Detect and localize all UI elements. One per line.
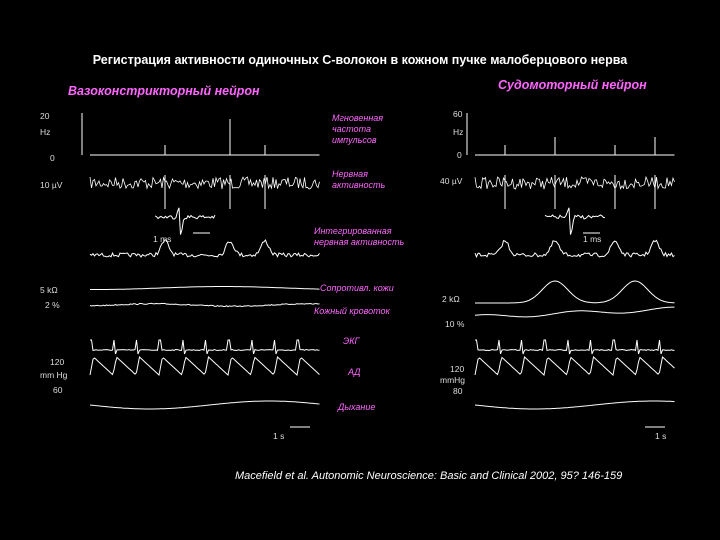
right-flow: 10 % <box>445 319 465 329</box>
right-freq-top: 60 <box>453 109 463 119</box>
left-bp-unit: mm Hg <box>40 370 68 380</box>
sudomotor-heading: Судомоторный нейрон <box>498 78 647 92</box>
left-freq-unit: Hz <box>40 127 51 137</box>
right-respiration-trace <box>475 401 675 409</box>
left-bp-trace <box>90 357 320 375</box>
left-bp-bottom: 60 <box>53 385 63 395</box>
right-time-scale: 1 s <box>655 431 667 441</box>
left-spike-inset <box>155 208 215 235</box>
right-nerve-scale: 40 µV <box>440 176 463 186</box>
left-ecg-trace <box>90 340 320 354</box>
right-bp-trace <box>475 357 675 375</box>
left-nerve-trace <box>90 177 320 189</box>
right-resistance: 2 kΩ <box>442 294 460 304</box>
nerve-activity-label: Нервная активность <box>332 169 386 190</box>
left-resistance: 5 kΩ <box>40 285 58 295</box>
right-integrated-trace <box>475 240 675 257</box>
left-resistance-trace <box>90 287 320 290</box>
left-nerve-scale: 10 µV <box>40 180 63 190</box>
left-time-scale: 1 s <box>273 431 285 441</box>
citation: Macefield et al. Autonomic Neuroscience: Basic and Clinical 2002, 95? 146-159 <box>235 470 623 482</box>
right-freq-unit: Hz <box>453 127 464 137</box>
right-spike-inset <box>545 208 605 235</box>
right-bp-bottom: 80 <box>453 386 463 396</box>
right-bp-unit: mmHg <box>440 375 466 385</box>
right-resistance-trace <box>475 281 675 303</box>
neural-recording-figure <box>35 105 690 445</box>
right-bp-top: 120 <box>450 364 465 374</box>
respiration-label: Дыхание <box>338 402 376 412</box>
ecg-label: ЭКГ <box>343 336 360 346</box>
frequency-label: Мгновенная частота импульсов <box>332 113 384 145</box>
recording-traces <box>35 105 690 445</box>
left-flow-trace <box>90 303 320 306</box>
integrated-activity-label: Интегрированная нервная активность <box>314 226 405 247</box>
left-integrated-trace <box>90 240 320 257</box>
right-spike-time: 1 ms <box>583 234 602 244</box>
left-flow: 2 % <box>45 300 60 310</box>
left-respiration-trace <box>90 401 320 409</box>
left-bp-top: 120 <box>50 357 65 367</box>
left-freq-top: 20 <box>40 111 50 121</box>
skin-resistance-label: Сопротивл. кожи <box>320 283 394 293</box>
slide-title: Регистрация активности одиночных С-волокон в кожном пучке малоберцового нерва <box>92 53 628 67</box>
vasoconstrictor-heading: Вазоконстрикторный нейрон <box>68 84 260 98</box>
right-flow-trace <box>475 307 675 317</box>
bp-label: АД <box>348 367 361 377</box>
right-freq-zero: 0 <box>457 150 462 160</box>
left-freq-zero: 0 <box>50 153 55 163</box>
right-ecg-trace <box>475 340 675 354</box>
skin-blood-flow-label: Кожный кровоток <box>314 306 390 316</box>
left-spike-time: 1 ms <box>153 234 172 244</box>
